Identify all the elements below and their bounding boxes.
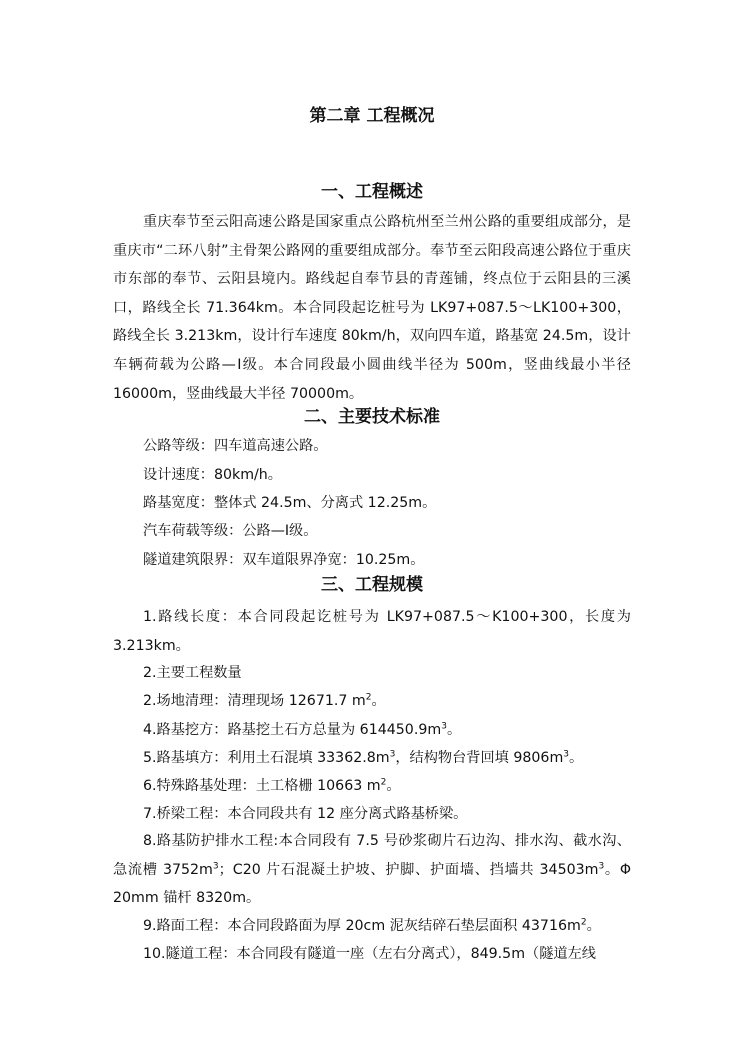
superscript: 2 xyxy=(365,692,372,703)
scale-item-text: 4.路基挖方：路基挖土石方总量为 614450.9m xyxy=(143,722,442,738)
scale-item-text: ；C20 片石混凝土护坡、护脚、护面墙、挡墙共 34503m xyxy=(218,861,599,878)
superscript: 3 xyxy=(212,860,219,871)
standard-item: 设计速度：80km/h。 xyxy=(143,467,282,483)
scale-item-text: 2.场地清理：清理现场 12671.7 m xyxy=(143,693,366,709)
standard-item: 汽车荷载等级：公路—Ⅰ级。 xyxy=(143,523,318,539)
superscript: 3 xyxy=(441,721,447,732)
scale-item-quantities: 2.主要工程数量 xyxy=(143,665,242,681)
standard-item: 路基宽度：整体式 24.5m、分离式 12.25m。 xyxy=(143,495,437,511)
scale-item-pavement xyxy=(143,912,601,940)
scale-item-route-length: 1.路线长度：本合同段起讫桩号为 LK97+087.5～K100+300，长度为 3.213km。 xyxy=(113,609,631,654)
superscript: 3 xyxy=(563,749,570,760)
scale-item-text: 5.路基填方：利用土石混填 33362.8m xyxy=(143,750,390,766)
period: 。 xyxy=(386,778,401,794)
period: 。 xyxy=(586,918,601,934)
period: 。 xyxy=(371,693,386,709)
scale-item-tunnel: 10.隧道工程：本合同段有隧道一座（左右分离式），849.5m（隧道左线 xyxy=(143,946,596,962)
scale-item-text: 8.路基防护排水工程:本合同段有 7.5 号砂浆砌片石边沟、排水沟、截水沟、急流槽 3752m xyxy=(113,833,631,878)
standard-item: 隧道建筑限界：双车道限界净宽：10.25m。 xyxy=(143,552,425,568)
superscript: 3 xyxy=(598,860,605,871)
scale-item-text: 9.路面工程：本合同段路面为厚 20cm 泥灰结碎石垫层面积 43716m xyxy=(143,918,581,934)
period: 。 xyxy=(446,722,462,738)
superscript: 2 xyxy=(580,917,587,928)
scale-item-drainage xyxy=(113,827,631,913)
scale-item-text: 6.特殊路基处理：土工格栅 10663 m xyxy=(143,778,381,794)
standard-item: 公路等级：四车道高速公路。 xyxy=(143,438,328,454)
overview-paragraph: 重庆奉节至云阳高速公路是国家重点公路杭州至兰州公路的重要组成部分，是重庆市“二环八射”主骨架公路网的重要组成部分。奉节至云阳段高速公路位于重庆市东部的奉节、云阳县境内。路线起自奉节县的青莲铺，终点位于云阳县的三溪口，路线全长 71.364km。本合同段起讫桩号为 LK97+087.5～LK100+300，路线全长 3.213km，设计行车速度 80km/h，双向四车道，路基宽 24.5m，设计车辆荷载为公路—Ⅰ级。本合同段最小圆曲线半径为 500m，竖曲线最小半径 16000m，竖曲线最大半径 70000m。 xyxy=(113,214,631,402)
period: 。 xyxy=(569,750,584,766)
scale-item-text: ，结构物台背回填 9806m xyxy=(395,750,564,766)
scale-item-excavation xyxy=(143,716,461,744)
scale-item-fill xyxy=(143,744,583,772)
chapter-title: 第二章 工程概况 xyxy=(309,106,435,126)
section-title-scale: 三、工程规模 xyxy=(321,575,423,595)
section-title-overview: 一、工程概述 xyxy=(321,182,423,202)
scale-item-site-clearing xyxy=(143,687,386,715)
superscript: 3 xyxy=(389,749,396,760)
section-title-standards: 二、主要技术标准 xyxy=(304,407,440,427)
scale-item-special-subgrade xyxy=(143,772,401,800)
scale-item-text: 。Φ 20mm 锚杆 8320m。 xyxy=(113,861,631,907)
superscript: 2 xyxy=(380,777,387,788)
scale-item-bridges: 7.桥梁工程：本合同段共有 12 座分离式路基桥梁。 xyxy=(143,806,468,822)
